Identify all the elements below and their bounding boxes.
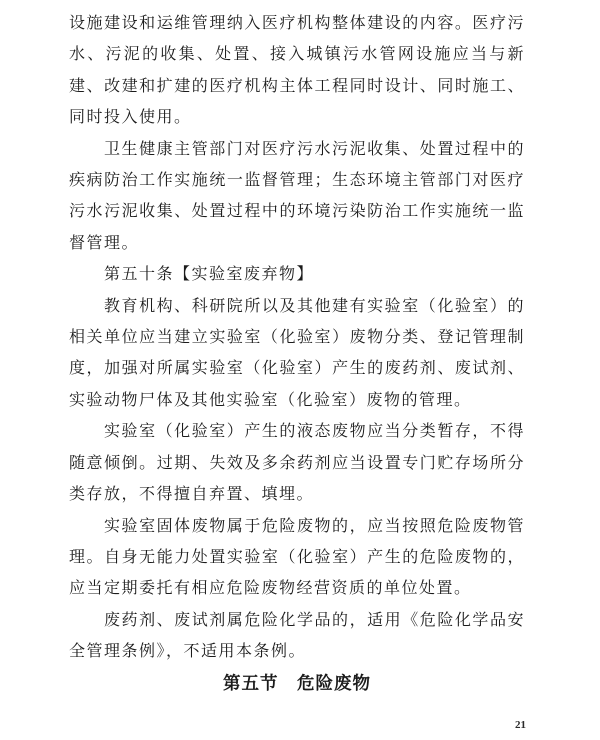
article-heading: 第五十条【实验室废弃物】 (104, 266, 315, 284)
body-paragraph: 卫生健康主管部门对医疗污水污泥收集、处置过程中的疾病防治工作实施统一监督管理；生态环境主管部门对医疗污水污泥收集、处置过程中的环境污染防治工作实施统一监督管理。 (69, 140, 525, 252)
body-paragraph: 实验室固体废物属于危险废物的，应当按照危险废物管理。自身无能力处置实验室（化验室）产生的危险废物的，应当定期委托有相应危险废物经营资质的单位处置。 (69, 517, 525, 598)
body-paragraph-continuation: 设施建设和运维管理纳入医疗机构整体建设的内容。医疗污水、污泥的收集、处置、接入城镇污水管网设施应当与新建、改建和扩建的医疗机构主体工程同时设计、同时施工、同时投入使用。 (69, 15, 525, 127)
body-paragraph: 废药剂、废试剂属危险化学品的，适用《危险化学品安全管理条例》，不适用本条例。 (69, 611, 525, 661)
body-paragraph: 教育机构、科研院所以及其他建有实验室（化验室）的相关单位应当建立实验室（化验室）废物分类、登记管理制度，加强对所属实验室（化验室）产生的废药剂、废试剂、实验动物尸体及其他实验室（化验室）废物的管理。 (69, 297, 525, 409)
section-heading: 第五节 危险废物 (223, 672, 371, 693)
document-body (69, 8, 525, 699)
page-number: 21 (515, 719, 526, 731)
body-paragraph: 实验室（化验室）产生的液态废物应当分类暂存，不得随意倾倒。过期、失效及多余药剂应当设置专门贮存场所分类存放，不得擅自弃置、填埋。 (69, 423, 525, 504)
